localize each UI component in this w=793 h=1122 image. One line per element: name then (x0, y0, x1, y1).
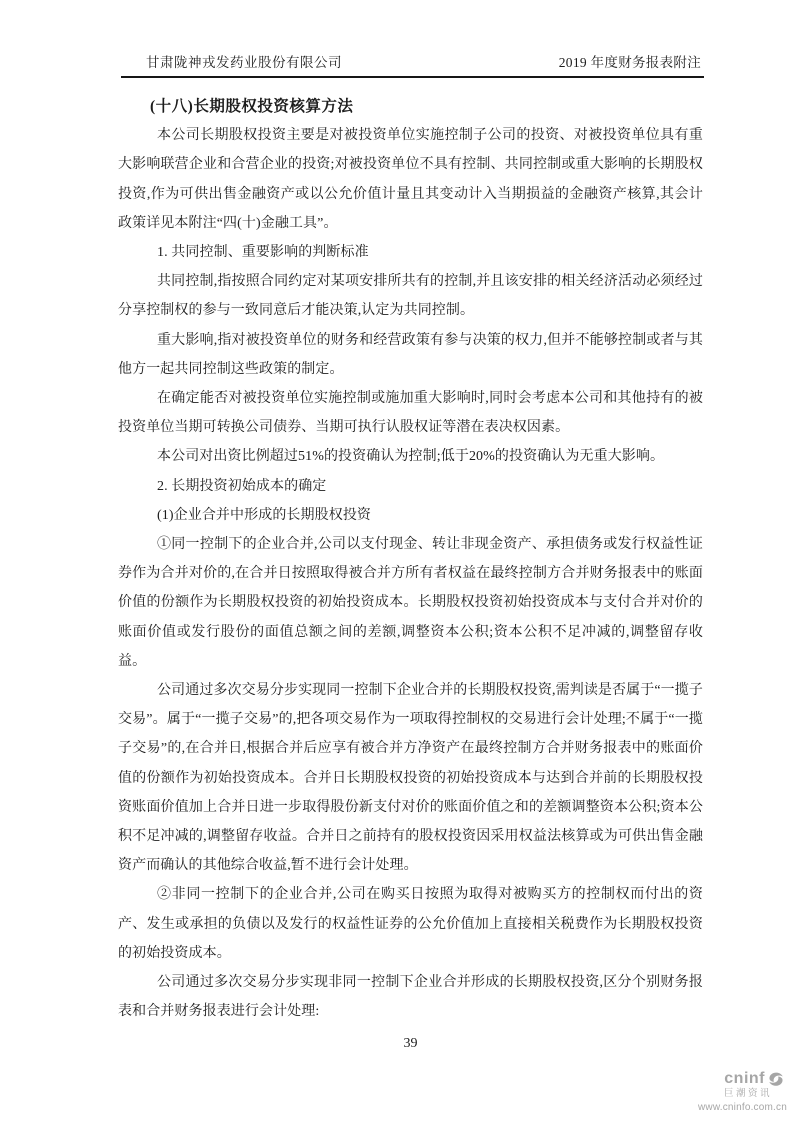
paragraph-sub-1-heading: (1)企业合并中形成的长期股权投资 (157, 507, 372, 523)
cninfo-swirl-icon (767, 1071, 785, 1087)
page-header (121, 51, 704, 78)
paragraph-non-same-control-merger: ②非同一控制下的企业合并,公司在购买日按照为取得对被购买方的控制权而付出的资产、发生或承担的负债以及发行的权益性证券的公允价值加上直接相关税费作为长期股权投资的初始投资成本。 (118, 887, 703, 961)
paragraph-joint-control: 共同控制,指按照合同约定对某项安排所共有的控制,并且该安排的相关经济活动必须经过分享控制权的参与一致同意后才能决策,认定为共同控制。 (118, 274, 703, 319)
paragraph-same-control-merger: ①同一控制下的企业合并,公司以支付现金、转让非现金资产、承担债务或发行权益性证券作为合并对价的,在合并日按照取得被合并方所有者权益在最终控制方合并财务报表中的账面价值的份额作为长期股权投资的初始投资成本。长期股权投资初始投资成本与支付合并对价的账面价值或发行股份的面值总额之间的差额,调整资本公积;资本公积不足冲减的,调整留存收益。 (118, 537, 703, 669)
cninfo-brand-row (698, 1070, 787, 1088)
paragraph-significant-influence: 重大影响,指对被投资单位的财务和经营政策有参与决策的权力,但并不能够控制或者与其他方一起共同控制这些政策的制定。 (118, 332, 703, 377)
cninfo-url: www.cninfo.com.cn (698, 1102, 787, 1114)
document-body (118, 92, 703, 1027)
paragraph-item-2-heading: 2. 长期投资初始成本的确定 (157, 478, 327, 494)
paragraph-intro: 本公司长期股权投资主要是对被投资单位实施控制子公司的投资、对被投资单位具有重大影响联营企业和合营企业的投资;对被投资单位不具有控制、共同控制或重大影响的长期股权投资,作为可供出售金融资产或以公允价值计量且其变动计入当期损益的金融资产核算,其会计政策详见本附注“四(十)金融工具”。 (118, 128, 703, 231)
section-title: (十八)长期股权投资核算方法 (150, 98, 354, 115)
paragraph-step-acquisition-same-control: 公司通过多次交易分步实现同一控制下企业合并的长期股权投资,需判读是否属于“一揽子交易”。属于“一揽子交易”的,把各项交易作为一项取得控制权的交易进行会计处理;不属于“一揽子交易”的,在合并日,根据合并后应享有被合并方净资产在最终控制方合并财务报表中的账面价值的份额作为初始投资成本。合并日长期股权投资的初始投资成本与达到合并前的长期股权投资账面价值加上合并日进一步取得股份新支付对价的账面价值之和的差额调整资本公积;资本公积不足冲减的,调整留存收益。合并日之前持有的股权投资因采用权益法核算或为可供出售金融资产而确认的其他综合收益,暂不进行会计处理。 (118, 683, 703, 874)
cninfo-watermark (698, 1070, 787, 1114)
paragraph-ownership-thresholds: 本公司对出资比例超过51%的投资确认为控制;低于20%的投资确认为无重大影响。 (157, 449, 665, 465)
cninfo-chinese-name: 巨潮资讯 (723, 1088, 772, 1100)
paragraph-control-determination: 在确定能否对被投资单位实施控制或施加重大影响时,同时会考虑本公司和其他持有的被投资单位当期可转换公司债券、当期可执行认股权证等潜在表决权因素。 (118, 391, 703, 436)
cninfo-brand-text: cninf (724, 1070, 765, 1087)
header-report-title: 2019 年度财务报表附注 (558, 55, 701, 70)
page-number: 39 (403, 1036, 418, 1051)
paragraph-item-1-heading: 1. 共同控制、重要影响的判断标准 (157, 245, 369, 261)
header-company-name: 甘肃陇神戎发药业股份有限公司 (146, 55, 342, 70)
paragraph-step-acquisition-non-same-control: 公司通过多次交易分步实现非同一控制下企业合并形成的长期股权投资,区分个别财务报表和合并财务报表进行会计处理: (118, 975, 703, 1020)
